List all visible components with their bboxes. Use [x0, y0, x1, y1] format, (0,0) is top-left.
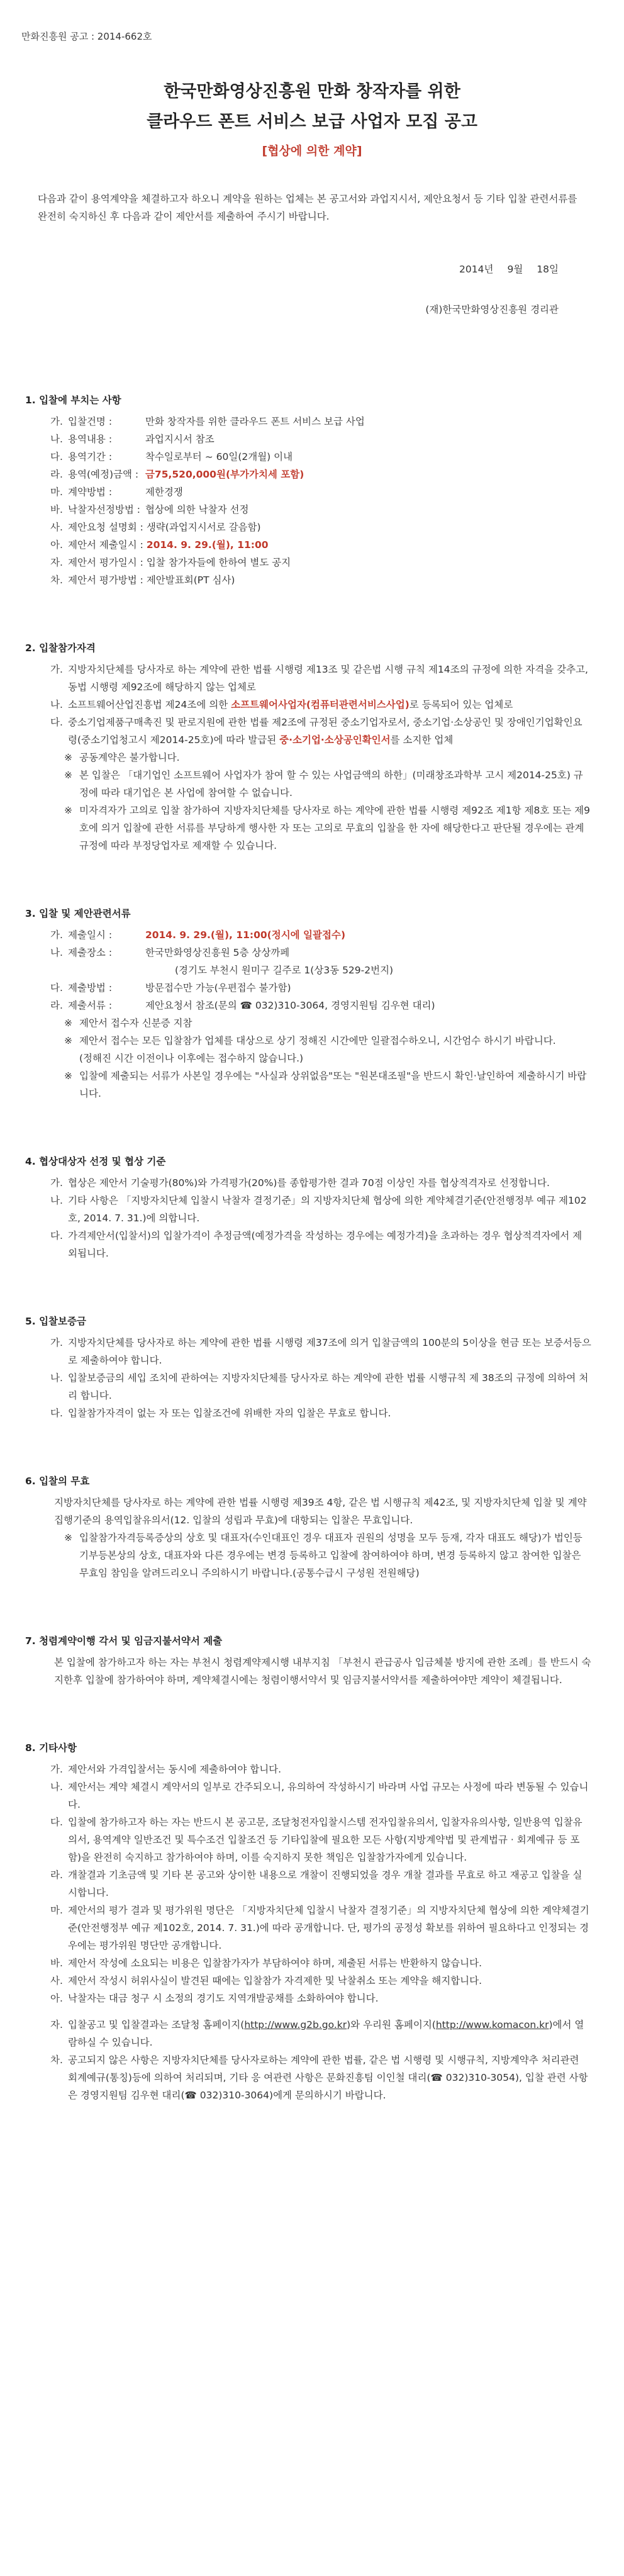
- text-part: 소프트웨어산업진흥법 제24조에 의한: [68, 699, 231, 710]
- item-value: 협상에 의한 낙찰자 선정: [145, 504, 249, 515]
- item-text: 제안서와 가격입찰서는 동시에 제출하여야 합니다.: [68, 1764, 282, 1775]
- item-marker: 사.: [50, 522, 63, 533]
- note-text: 미자격자가 고의로 입찰 참가하여 지방자치단체를 당사자로 하는 계약에 관한 법률 시행령 제92조 제1항 제8호 또는 제9호에 의거 입찰에 관한 서류를 부당하게 행사한 자 또는 고의로 무효의 입찰을 한 자에 해당한다고 판단될 경우에는 관계규정에 따라 부정당업자로 제재할 수 있습니다.: [79, 805, 590, 851]
- item-marker: 가.: [50, 664, 63, 675]
- item-value: 한국만화영상진흥원 5층 상상까페: [145, 947, 290, 958]
- item-text: [68, 997, 603, 1014]
- item-value: 제안발표회(PT 심사): [146, 574, 235, 586]
- item-marker: 바.: [50, 504, 63, 515]
- note-marker: ※: [64, 1035, 72, 1046]
- text-part: 로 등록되어 있는 업체로: [409, 699, 513, 710]
- submission-list: [21, 926, 603, 961]
- other-list: [21, 1761, 603, 2007]
- list-item: [21, 430, 603, 448]
- item-label: 제안서 평가일시 :: [68, 557, 143, 568]
- item-text: [68, 979, 603, 997]
- item-text: 지방자치단체를 당사자로 하는 계약에 관한 법률 시행령 제37조에 의거 입찰금액의 100분의 5이상을 현금 또는 보증서등으로 제출하여야 합니다.: [68, 1337, 591, 1366]
- text-part: 입찰공고 및 입찰결과는 조달청 홈페이지(: [68, 2019, 245, 2030]
- list-item: [21, 448, 603, 466]
- item-text: [68, 501, 603, 518]
- section-qualification: [21, 639, 603, 854]
- section-invalid-bid: [21, 1472, 603, 1582]
- item-marker: 자.: [50, 2019, 63, 2030]
- negotiation-list: [21, 1174, 603, 1262]
- contract-type-subtitle: [협상에 의한 계약]: [262, 144, 362, 158]
- list-item: [21, 413, 603, 430]
- note-item: [21, 1032, 603, 1050]
- item-marker: 라.: [50, 469, 63, 480]
- list-item: [21, 466, 603, 483]
- item-marker: 라.: [50, 1869, 63, 1881]
- item-label: 제안요청 설명회 :: [68, 522, 143, 533]
- item-marker: 사.: [50, 1975, 63, 1986]
- section-heading: 4. 협상대상자 선정 및 협상 기준: [25, 1156, 166, 1167]
- section-submission: [21, 905, 603, 1102]
- section-bid-items: [21, 391, 603, 589]
- note-marker: ※: [64, 805, 72, 816]
- item-marker: 차.: [50, 2054, 63, 2066]
- list-item: [21, 1990, 603, 2007]
- date-day: 18일: [537, 264, 559, 275]
- item-text: 제안서는 계약 체결시 계약서의 일부로 간주되오니, 유의하여 작성하시기 바라며 사업 규모는 사정에 따라 변동될 수 있습니다.: [68, 1781, 589, 1810]
- list-item: [21, 1174, 603, 1192]
- notice-number: 만화진흥원 공고 : 2014-662호: [21, 31, 152, 42]
- item-marker: 차.: [50, 574, 63, 586]
- item-marker: 자.: [50, 557, 63, 568]
- item-label: 제안서 제출일시 :: [68, 539, 143, 551]
- deposit-list: [21, 1334, 603, 1422]
- item-text: 입찰에 참가하고자 하는 자는 반드시 본 공고문, 조달청전자입찰시스템 전자입찰유의서, 입찰자유의사항, 일반용역 입찰유의서, 용역계약 일반조건 및 특수조건 입찰조건 등 기타입찰에 필요한 모든 사항(지방계약법 및 관계법규 · 회계예규 등 포함)을 완전히 숙지하고 참가하여야 하며, 이를 숙지하지 못한 책임은 입찰참가자에게 있습니다.: [68, 1817, 582, 1863]
- item-text: [68, 518, 603, 536]
- item-value: 만화 창작자를 위한 클라우드 폰트 서비스 보급 사업: [145, 416, 365, 427]
- notes-list: [21, 749, 603, 854]
- section-heading: 5. 입찰보증금: [25, 1316, 86, 1327]
- list-item: [21, 1334, 603, 1369]
- item-marker: 다.: [50, 1408, 63, 1419]
- note-item: [21, 802, 603, 854]
- title-line-1: 한국만화영상진흥원 만화 창작자를 위한: [164, 82, 460, 101]
- item-text: 제안서 작성에 소요되는 비용은 입찰참가자가 부담하여야 하며, 제출된 서류는 반환하지 않습니다.: [68, 1957, 482, 1969]
- list-item: [21, 696, 603, 714]
- submission-list-2: [21, 979, 603, 1014]
- item-text: [68, 944, 603, 961]
- text-part: )에서 열람하실 수 있습니다.: [68, 2019, 584, 2048]
- list-item: [21, 1972, 603, 1990]
- item-value: 2014. 9. 29.(월), 11:00(정시에 일괄접수): [145, 929, 346, 941]
- note-text: 공동계약은 불가합니다.: [79, 752, 180, 763]
- item-marker: 다.: [50, 717, 63, 728]
- item-text: [68, 413, 603, 430]
- list-item: [21, 536, 603, 554]
- item-marker: 다.: [50, 1817, 63, 1828]
- item-value: 제한경쟁: [145, 486, 183, 498]
- komacon-link[interactable]: http://www.komacon.kr: [435, 2019, 549, 2030]
- notes-list: [21, 1529, 603, 1582]
- issuer: (재)한국만화영상진흥원 경리관: [425, 304, 559, 315]
- item-marker: 아.: [50, 539, 63, 551]
- item-text: [68, 571, 603, 589]
- note-item: [21, 1067, 603, 1102]
- note-item: [21, 766, 603, 802]
- item-label: 낙찰자선정방법 :: [68, 504, 140, 515]
- g2b-link[interactable]: http://www.g2b.go.kr: [244, 2019, 347, 2030]
- note-item: [21, 1050, 603, 1067]
- list-item: [21, 2016, 603, 2051]
- note-marker: ※: [64, 770, 72, 781]
- item-text: 제안서의 평가 결과 및 평가위원 명단은 「지방자치단체 입찰시 낙찰자 결정기준」의 지방자치단체 협상에 의한 계약체결기준(안전행정부 예규 제102호, 2014. 7. 31.)에 따라 공개합니다. 단, 평가의 공정성 확보를 위하여 필요하다고 인정되는 경우에는 평가위원 명단만 공개합니다.: [68, 1905, 589, 1951]
- note-text: 입찰에 제출되는 서류가 사본일 경우에는 "사실과 상위없음"또는 "원본대조필"을 반드시 확인·날인하여 제출하시기 바랍니다.: [79, 1070, 587, 1099]
- item-marker: 마.: [50, 486, 63, 498]
- item-text: 입찰보증금의 세입 조치에 관하여는 지방자치단체를 당사자로 하는 계약에 관한 법률 시행규칙 제 38조의 규정에 의하여 처리 합니다.: [68, 1372, 589, 1401]
- list-item: [21, 997, 603, 1014]
- notes-list: [21, 1014, 603, 1102]
- item-marker: 가.: [50, 416, 63, 427]
- text-part: )와 우리원 홈페이지(: [347, 2019, 436, 2030]
- item-marker: 나.: [50, 1372, 63, 1384]
- list-item: [21, 1192, 603, 1227]
- item-label: 제출일시 :: [68, 929, 113, 941]
- item-label: 용역내용 :: [68, 434, 113, 445]
- note-item: [21, 1014, 603, 1032]
- item-value: 착수일로부터 ~ 60일(2개월) 이내: [145, 451, 293, 462]
- list-item: [21, 1813, 603, 1866]
- note-marker: [64, 1050, 79, 1067]
- item-text: [68, 554, 603, 571]
- item-text: [68, 448, 603, 466]
- note-text: 본 입찰은 「대기업인 소프트웨어 사업자가 참여 할 수 있는 사업금액의 하한」(미래창조과학부 고시 제2014-25호) 규정에 따라 대기업은 본 사업에 참여할 수 없습니다.: [79, 770, 583, 798]
- item-marker: 가.: [50, 1764, 63, 1775]
- list-item: [21, 483, 603, 501]
- item-marker: 나.: [50, 699, 63, 710]
- item-text: [68, 696, 603, 714]
- list-item: [21, 979, 603, 997]
- item-text: 입찰참가자격이 없는 자 또는 입찰조건에 위배한 자의 입찰은 무효로 합니다.: [68, 1408, 391, 1419]
- section-other: [21, 1739, 603, 2104]
- section-heading: 1. 입찰에 부치는 사항: [25, 395, 121, 406]
- list-item: [21, 1761, 603, 1778]
- section-heading: 7. 청렴계약이행 각서 및 임금지불서약서 제출: [25, 1635, 223, 1647]
- list-item: [21, 2051, 603, 2104]
- note-marker: ※: [64, 752, 72, 763]
- item-value: 금75,520,000원(부가가치세 포함): [145, 469, 304, 480]
- list-item: [21, 1954, 603, 1972]
- item-label: 입찰건명 :: [68, 416, 113, 427]
- item-text: [68, 466, 603, 483]
- item-marker: 가.: [50, 929, 63, 941]
- item-text: [68, 536, 603, 554]
- item-label: 제출장소 :: [68, 947, 113, 958]
- item-label: 용역기간 :: [68, 451, 113, 462]
- item-marker: 가.: [50, 1337, 63, 1348]
- item-text: 공고되지 않은 사항은 지방자치단체를 당사자로하는 계약에 관한 법률, 같은 법 시행령 및 시행규칙, 지방계약추 처리관련 회계예규(통칭)등에 의하여 처리되며, 기타 응 여관련 사항은 문화진흥팀 이인철 대리(☎ 032)310-3054), 입찰 관련 사항은 경영지원팀 김우현 대리(☎ 032)310-3064)에게 문의하시기 바랍니다.: [68, 2054, 588, 2101]
- item-value: 2014. 9. 29.(월), 11:00: [146, 539, 269, 551]
- item-marker: 나.: [50, 1195, 63, 1206]
- section-body: 지방자치단체를 당사자로 하는 계약에 관한 법률 시행령 제39조 4항, 같은 법 시행규칙 제42조, 및 지방자치단체 입찰 및 계약집행기준의 용역입찰유의서(12. 입찰의 성립과 무효)에 대항되는 입찰은 무효입니다.: [54, 1497, 587, 1526]
- item-marker: 마.: [50, 1905, 63, 1916]
- list-item: [21, 1778, 603, 1813]
- note-text: 입찰참가자격등록증상의 상호 및 대표자(수인대표인 경우 대표자 권원의 성명을 모두 등재, 각자 대표도 해당)가 법인등기부등본상의 상호, 대표자와 다른 경우에는 변경 등록하고 입찰에 참여하여야 하며, 변경 등록하지 않고 참여한 입찰은 무효임 참임을 알려드리오니 주의하시기 바랍니다.(공통수급시 구성원 전원해당): [79, 1532, 582, 1579]
- item-marker: 아.: [50, 1993, 63, 2004]
- item-marker: 나.: [50, 947, 63, 958]
- title-line-2: 클라우드 폰트 서비스 보급 사업자 모집 공고: [147, 112, 477, 132]
- highlight-text: 소프트웨어사업자(컴퓨터관련서비스사업): [231, 699, 410, 710]
- list-item: [21, 1369, 603, 1404]
- note-text: 제안서 접수자 신분증 지참: [79, 1017, 192, 1029]
- section-integrity-pledge: [21, 1632, 603, 1689]
- item-label: 용역(예정)금액 :: [68, 469, 139, 480]
- item-value: 제안요청서 참조(문의 ☎ 032)310-3064, 경영지원팀 김우현 대리): [145, 1000, 435, 1011]
- section-heading: 2. 입찰참가자격: [25, 642, 96, 654]
- item-text: 가격제안서(입찰서)의 입찰가격이 추정금액(예정가격을 작성하는 경우에는 예정가격)을 초과하는 경우 협상적격자에서 제외됩니다.: [68, 1230, 582, 1259]
- list-item: [21, 661, 603, 696]
- list-item: [21, 1901, 603, 1954]
- list-item: [21, 1866, 603, 1901]
- date-month: 9월: [507, 264, 523, 275]
- item-marker: 나.: [50, 1781, 63, 1793]
- section-deposit: [21, 1313, 603, 1422]
- item-text: 제안서 작성시 허위사실이 발견된 때에는 입찰참가 자격제한 및 낙찰취소 또는 계약을 해지합니다.: [68, 1975, 482, 1986]
- item-text: 지방자치단체를 당사자로 하는 계약에 관한 법률 시행령 제13조 및 같은법 시행 규칙 제14조의 규정에 의한 자격을 갖추고, 동법 시행령 제92조에 해당하지 않는 업체로: [68, 664, 588, 693]
- item-marker: 나.: [50, 434, 63, 445]
- item-value: 과업지시서 참조: [145, 434, 214, 445]
- item-text: [68, 926, 603, 944]
- item-text: 협상은 제안서 기술평가(80%)와 가격평가(20%)를 종합평가한 결과 70점 이상인 자를 협상적격자로 선정합니다.: [68, 1177, 550, 1189]
- section-heading: 8. 기타사항: [25, 1742, 77, 1754]
- list-item: [21, 571, 603, 589]
- item-text: [68, 2016, 603, 2051]
- submission-address: (경기도 부천시 원미구 길주로 1(상3동 529-2번지): [175, 965, 394, 976]
- date-year: 2014년: [459, 264, 494, 275]
- list-item: [21, 518, 603, 536]
- note-item: [21, 1529, 603, 1582]
- list-item: [21, 926, 603, 944]
- list-item: [21, 944, 603, 961]
- item-label: 제출서류 :: [68, 1000, 113, 1011]
- item-label: 계약방법 :: [68, 486, 113, 498]
- item-marker: 다.: [50, 1230, 63, 1241]
- item-label: 제안서 평가방법 :: [68, 574, 143, 586]
- note-item: [21, 749, 603, 766]
- item-value: 방문접수만 가능(우편접수 불가함): [145, 982, 291, 994]
- section-heading: 6. 입찰의 무효: [25, 1476, 90, 1487]
- list-item: [21, 1227, 603, 1262]
- notice-date: [21, 260, 603, 278]
- item-text: [68, 483, 603, 501]
- list-item: [21, 501, 603, 518]
- section-body: 본 입찰에 참가하고자 하는 자는 부천시 청렴계약제시행 내부지침 「부천시 관급공사 입금체불 방지에 관한 조례」를 반드시 숙지한후 입찰에 참가하여야 하며, 계약체결시에는 청렴이행서약서 및 임금지불서약서를 제출하여야만 계약이 체결됩니다.: [54, 1657, 591, 1686]
- note-marker: ※: [64, 1532, 72, 1543]
- item-value: 생략(과업지시서로 갈음함): [146, 522, 261, 533]
- text-part: 를 소지한 업체: [390, 734, 454, 746]
- section-heading: 3. 입찰 및 제안관련서류: [25, 908, 131, 919]
- list-item: [21, 714, 603, 749]
- item-marker: 가.: [50, 1177, 63, 1189]
- list-item: [21, 554, 603, 571]
- note-text: 제안서 접수는 모든 입찰참가 업체를 대상으로 상기 정해진 시간에만 일괄접수하오니, 시간엄수 하시기 바랍니다.: [79, 1035, 556, 1046]
- item-value: 입찰 참가자들에 한하여 별도 공지: [146, 557, 291, 568]
- item-text: [68, 430, 603, 448]
- note-text: (정해진 시간 이전이나 이후에는 접수하지 않습니다.): [79, 1053, 304, 1064]
- section-negotiation: [21, 1153, 603, 1262]
- item-marker: 바.: [50, 1957, 63, 1969]
- list-item: [21, 1404, 603, 1422]
- item-marker: 다.: [50, 982, 63, 994]
- item-text: 낙찰자는 대금 청구 시 소정의 경기도 지역개발공채를 소화하여야 합니다.: [68, 1993, 379, 2004]
- highlight-text: 중·소기업·소상공인확인서: [279, 734, 391, 746]
- item-text: 기타 사항은 「지방자치단체 입찰시 낙찰자 결정기준」의 지방자치단체 협상에 의한 계약체결기준(안전행정부 예규 제102호, 2014. 7. 31.)에 의합니다.: [68, 1195, 587, 1224]
- text-part: 중소기업제품구매촉진 및 판로지원에 관한 법률 제2조에 규정된 중소기업자로서, 중소기업·소상공인 및 장애인기업확인요령(중소기업청고시 제2014-25호)에 따라 발급된: [68, 717, 582, 746]
- bid-items-list: [21, 413, 603, 589]
- item-marker: 라.: [50, 1000, 63, 1011]
- item-label: 제출방법 :: [68, 982, 113, 994]
- intro-paragraph: 다음과 같이 용역계약을 체결하고자 하오니 계약을 원하는 업체는 본 공고서와 과업지시서, 제안요청서 등 기타 입찰 관련서류를 완전히 숙지하신 후 다음과 같이 제안서를 제출하여 주시기 바랍니다.: [38, 193, 577, 222]
- note-marker: ※: [64, 1070, 72, 1082]
- item-text: [68, 714, 603, 749]
- note-marker: ※: [64, 1017, 72, 1029]
- item-text: 개찰결과 기초금액 및 기타 본 공고와 상이한 내용으로 개찰이 진행되었을 경우 개찰 결과를 무효로 하고 재공고 입찰을 실시합니다.: [68, 1869, 582, 1898]
- item-marker: 다.: [50, 451, 63, 462]
